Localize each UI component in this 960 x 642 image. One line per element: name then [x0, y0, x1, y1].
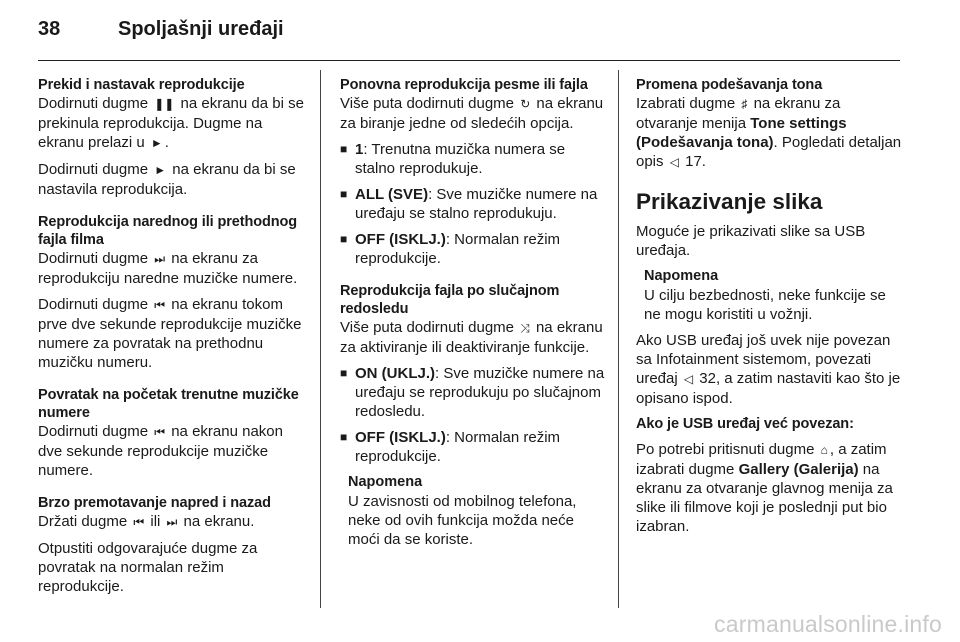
list-item: ■ OFF (ISKLJ.): Normalan režim reprodukcije.: [340, 230, 606, 268]
paragraph: Dodirnuti dugme ❚❚ na ekranu da bi se prekinula reprodukcija. Dugme na ekranu prelazi u ► .: [38, 95, 304, 151]
chapter-heading: Prikazivanje slika: [636, 189, 823, 214]
section-heading: Promena podešavanja tona: [636, 77, 823, 93]
page-header: [38, 18, 284, 48]
column-2: [340, 76, 606, 563]
next-track-icon: ⏭: [166, 515, 178, 529]
note: [340, 473, 606, 549]
previous-track-icon: ⏮: [154, 425, 166, 439]
reference-icon: ◁: [683, 372, 694, 386]
paragraph: Više puta dodirnuti dugme ⤨ na ekranu za aktiviranje ili deaktiviranje funkcije.: [340, 319, 603, 356]
section-shuffle: [340, 282, 606, 549]
column-divider-2: [618, 70, 619, 608]
watermark: carmanualsonline.info: [714, 611, 942, 637]
note-title: Napomena: [348, 474, 423, 490]
previous-track-icon: ⏮: [154, 298, 166, 312]
paragraph: Izabrati dugme ♯ na ekranu za otvaranje menija Tone settings (Podešavanja tona). Pogledati detaljan opis ◁ 17.: [636, 95, 902, 170]
shuffle-icon: ⤨: [520, 321, 530, 335]
paragraph: Moguće je prikazivati slike sa USB uređaja.: [636, 223, 866, 259]
section-heading: Reprodukcija fajla po slučajnom redosledu: [340, 283, 560, 317]
note: [636, 267, 904, 324]
column-3: [636, 76, 904, 536]
pause-icon: ❚❚: [154, 97, 175, 111]
section-heading: Ponovna reprodukcija pesme ili fajla: [340, 77, 588, 93]
play-icon: ►: [150, 136, 163, 150]
header-divider: [38, 60, 900, 61]
paragraph: Ako USB uređaj još uvek nije povezan sa Infotainment sistemom, povezati uređaj ◁ 32, a zatim nastaviti kao što je opisano ispod.: [636, 332, 901, 407]
sub-heading: Ako je USB uređaj već povezan:: [636, 416, 854, 432]
paragraph: Po potrebi pritisnuti dugme ⌂ , a zatim izabrati dugme Gallery (Galerija) na ekranu za otvaranje glavnog menija za slike ili filmove koji je poslednji put bio izabran.: [636, 441, 893, 535]
column-divider-1: [320, 70, 321, 608]
list-item: ■ ALL (SVE): Sve muzičke numere na uređaju se stalno reprodukuju.: [340, 185, 606, 223]
note-text: U zavisnosti od mobilnog telefona, neke od ovih funkcija možda neće moći da se koriste.: [348, 493, 577, 548]
list-item: ■ OFF (ISKLJ.): Normalan režim reprodukcije.: [340, 428, 606, 466]
paragraph: Dodirnuti dugme ► na ekranu da bi se nastavila reprodukcija.: [38, 161, 296, 198]
section-tone-settings: [636, 76, 904, 172]
section-heading: Brzo premotavanje napred i nazad: [38, 495, 271, 511]
reference-icon: ◁: [669, 155, 679, 169]
section-restart-track: [38, 386, 306, 480]
paragraph: Dodirnuti dugme ⏮ na ekranu tokom prve dve sekunde reprodukcije muzičke numere za povratak na prethodnu muzičku numeru.: [38, 296, 302, 371]
section-heading: Povratak na početak trenutne muzičke numere: [38, 387, 299, 421]
paragraph: Otpustiti odgovarajuće dugme za povratak na normalan režim reprodukcije.: [38, 540, 258, 595]
section-heading: Prekid i nastavak reprodukcije: [38, 77, 245, 93]
home-icon: ⌂: [820, 443, 828, 457]
tone-icon: ♯: [741, 97, 748, 111]
paragraph: Više puta dodirnuti dugme ↻ na ekranu za biranje jedne od sledećih opcija.: [340, 95, 604, 132]
section-fast-forward-rewind: [38, 494, 306, 596]
repeat-icon: ↻: [520, 97, 531, 111]
page-number: 38: [38, 18, 61, 40]
section-heading: Reprodukcija narednog ili prethodnog fajla filma: [38, 214, 298, 248]
play-icon: ►: [154, 163, 167, 177]
list-item: ■ ON (UKLJ.): Sve muzičke numere na uređaju se reprodukuju po slučajnom redosledu.: [340, 364, 606, 421]
list-item: ■ 1: Trenutna muzička numera se stalno reprodukuje.: [340, 140, 606, 178]
page-title: Spoljašnji uređaji: [118, 18, 284, 40]
note-text: U cilju bezbednosti, neke funkcije se ne mogu koristiti u vožnji.: [644, 287, 886, 323]
section-repeat: [340, 76, 606, 268]
next-track-icon: ⏭: [154, 252, 166, 266]
paragraph: Držati dugme ⏮ ili ⏭ na ekranu.: [38, 513, 255, 530]
section-pause-resume: [38, 76, 306, 199]
section-next-previous: [38, 213, 306, 372]
paragraph: Dodirnuti dugme ⏮ na ekranu nakon dve sekunde reprodukcije muzičke numere.: [38, 423, 283, 479]
note-title: Napomena: [644, 268, 719, 284]
column-1: [38, 76, 306, 610]
paragraph: Dodirnuti dugme ⏭ na ekranu za reprodukciju naredne muzičke numere.: [38, 250, 298, 287]
previous-track-icon: ⏮: [133, 515, 145, 529]
